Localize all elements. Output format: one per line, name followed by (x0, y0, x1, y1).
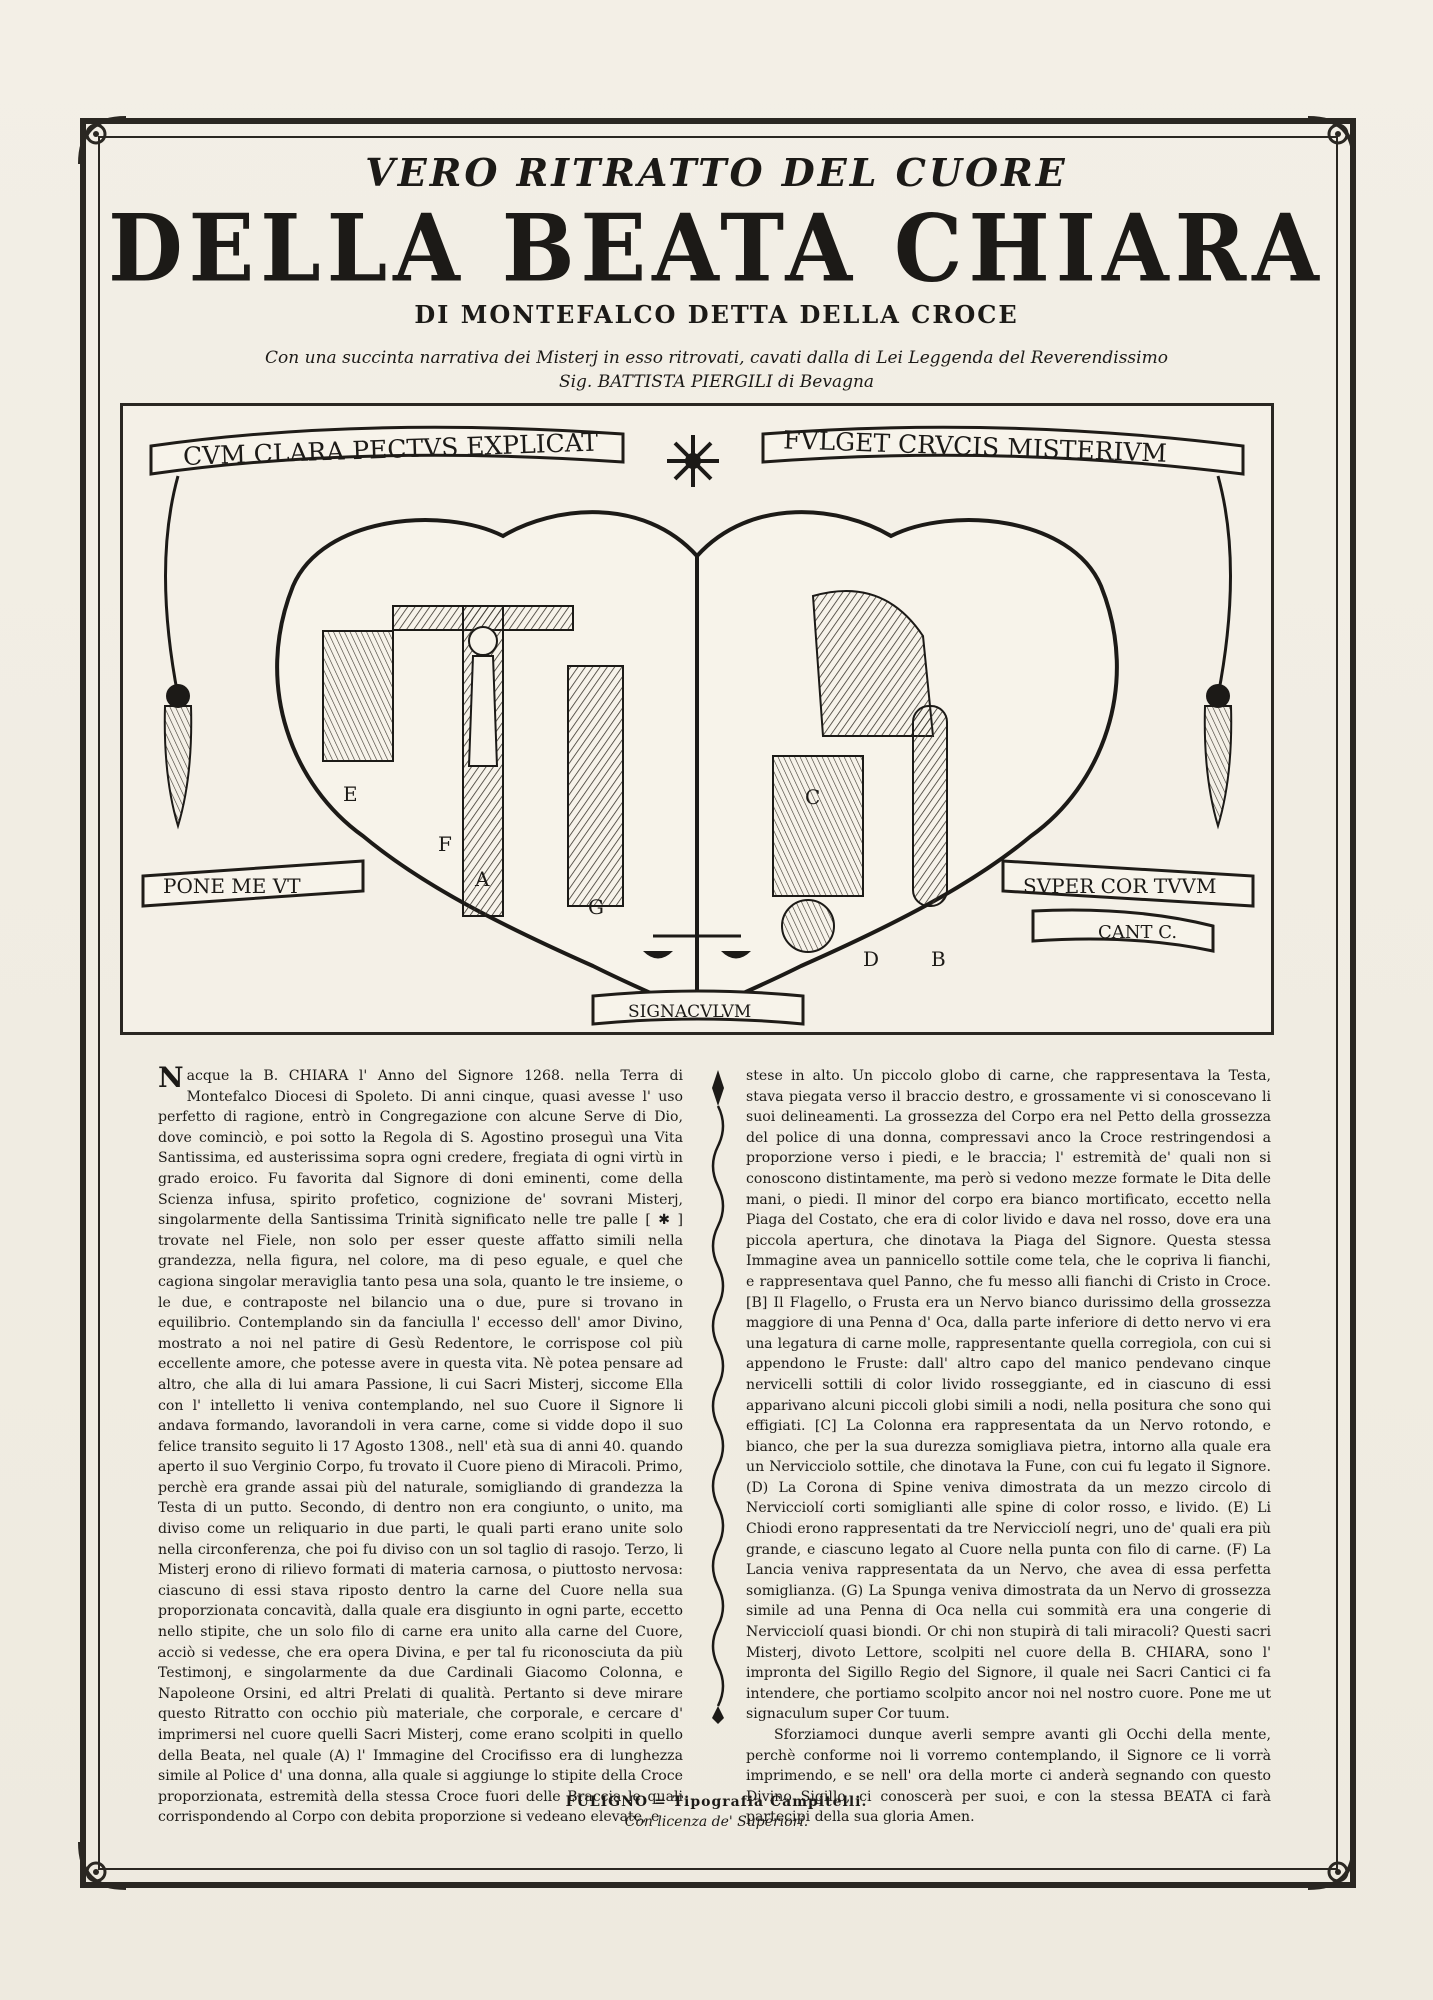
illustration-letter: E (343, 782, 358, 806)
lance-panel (568, 666, 623, 906)
banner-top-left-text: CVM CLARA PECTVS EXPLICAT (182, 427, 599, 471)
column-panel (773, 756, 863, 896)
nails-panel (323, 631, 393, 761)
subtitle-line-1: Con una succinta narrativa dei Misterj in esso ritrovati, cavati dalla di Lei Leggenda del Reverendissimo (265, 348, 1168, 368)
imprint (0, 1792, 1433, 1832)
heart-engraving (123, 406, 1271, 1032)
main-title: DELLA BEATA CHIARA (108, 193, 1325, 304)
text-column-right (746, 1066, 1271, 1828)
illustration-letter: A (475, 867, 490, 891)
title-line-1: VERO RITRATTO DEL CUORE (365, 150, 1068, 195)
corner-ornament-icon (74, 1836, 132, 1894)
paragraph-left-text: acque la B. CHIARA l' Anno del Signore 1268. nella Terra di Montefalco Diocesi di Spoleto. Di anni cinque, quasi avesse l' uso perfetto di ragione, entrò in Congregazione con alcune Serve di Dio, dove cominciò, e poi sotto la Regola di S. Agostino proseguì una Vita Santissima, ed austerissima sopra ogni credere, fregiata di ogni virtù in grado eroico. Fu favorita dal Signore di doni eminenti, come della Scienza infusa, spirito profetico, cognizione de' sovrani Misterj, singolarmente della Santissima Trinità significato nelle tre palle [ ✱ ] trovate nel Fiele, non solo per esser queste affatto simili nella grandezza, nella figura, nel colore, ma di peso eguale, e quel che cagiona singolar meraviglia tanto pesa una sola, quanto le tre insieme, o le due, e contraposte nel bilancio una o due, pure si trovano in equilibrio. Contemplando sin da fanciulla l' eccesso dell' amor Divino, mostrato a noi nel patire di Gesù Redentore, le corrispose col più eccellente amore, che potesse avere in questa vita. Nè potea pensare ad altro, che alla di lui amara Passione, li cui Sacri Misterj, siccome Ella con l' intelletto li veniva contemplando, nel suo Cuore il Signore li andava formando, lavorandoli in vera carne, come si vidde dopo il suo felice transito seguito li 17 Agosto 1308., nell' età sua di anni 40. quando aperto il suo Verginio Corpo, fu trovato il Cuore pieno di Miracoli. Primo, perchè era grande assai più del naturale, somigliando di grandezza la Testa di un putto. Secondo, di dentro non era congiunto, o unito, ma diviso come un reliquario in due parti, le quali parti erano unite solo nella circonferenza, che poi fu diviso con un sol taglio di rasojo. Terzo, li Misterj erono di rilievo formati di materia carnosa, o piuttosto nervosa: ciascuno di essi stava riposto dentro la carne del Cuore nella sua proporzionata concavità, dalla quale era disgiunto in ogni parte, eccetto nello stipite, che un solo filo di carne era unito alla carne del Cuore, acciò si vedesse, che era opera Divina, e per tal fu riconosciuta da più Testimonj, e singolarmente da due Cardinali Giacomo Colonna, e Napoleone Orsini, ed altri Prelati di qualità. Pertanto si deve mirare questo Ritratto con occhio più materiale, che corporale, e cercare d' imprimersi nel cuore quelli Sacri Misterj, come erano scolpiti in quello della Beata, nel quale (A) l' Immagine del Crocifisso era di lunghezza simile al Police d' una donna, alla quale si aggiunge lo stipite della Croce proporzionata, estremità della stessa Croce fuori delle Braccia le quali corrispondendo al Corpo con debita proporzione si vedeano elevate, e (158, 1068, 683, 1826)
illustration-letter: B (931, 947, 946, 971)
subtitle (200, 346, 1233, 394)
banner-bottom-text: SIGNACVLVM (628, 1002, 752, 1022)
drop-cap: N (158, 1061, 184, 1094)
flower-ornament-icon (667, 435, 719, 487)
subtitle-line-2: Sig. BATTISTA PIERGILI di Bevagna (558, 372, 875, 392)
title-line-3: DI MONTEFALCO DETTA DELLA CROCE (414, 300, 1019, 329)
text-column-left (158, 1061, 683, 1828)
banner-mid-right-text: SVPER COR TVVM (1023, 874, 1217, 898)
corner-ornament-icon (1302, 1836, 1360, 1894)
printer-line: FULIGNO = Tipografia Campitelli. (565, 1794, 868, 1810)
tassel-right-icon (1205, 476, 1231, 826)
banner-mid-left-text: PONE ME VT (163, 874, 301, 898)
heart-woodcut-illustration (120, 403, 1274, 1035)
illustration-letter: D (863, 947, 880, 971)
paragraph-right-closing: Sforziamoci dunque averli sempre avanti gli Occhi della mente, perchè conforme noi li vorremo contemplando, il Signore ce li vorrà imprimendo, e se nell' ora della morte ci anderà segnando con questo Divino Sigillo, ci conoscerà per suoi, e con la stessa BEATA ci farà partecipi della sua gloria Amen. (746, 1727, 1271, 1826)
banner-cant-text: CANT C. (1098, 922, 1178, 943)
crown-of-thorns-icon (782, 900, 834, 952)
paragraph-left (158, 1061, 683, 1828)
illustration-letter: F (438, 832, 452, 856)
illustration-letter: G (588, 895, 604, 919)
column-divider-ornament-icon (706, 1066, 730, 1724)
paragraph-right: stese in alto. Un piccolo globo di carne, che rappresentava la Testa, stava piegata verso il braccio destro, e grossamente vi si conoscevano li suoi delineamenti. La grossezza del Corpo era nel Petto della grossezza del police di una donna, compressavi anco la Croce restringendosi a proporzione verso i piedi, e le braccia; l' estremità de' quali non si conoscono distintamente, ma però si vedono mezze formate le Dita delle mani, o piedi. Il minor del corpo era bianco mortificato, eccetto nella Piaga del Costato, che era di color livido e dava nel rosso, dove era una piccola apertura, che dinotava la Piaga del Signore. Questa stessa Immagine avea un pannicello sottile come tela, che le copriva li fianchi, e rappresentava quel Panno, che fu messo alli fianchi di Cristo in Croce. [B] Il Flagello, o Frusta era un Nervo bianco durissimo della grossezza maggiore di una Penna d' Oca, dalla parte inferiore di detto nervo vi era una legatura di carne molle, rappresentante quella corregiola, con cui si appendono le Fruste: dall' altro capo del manico pendevano cinque nervicelli sottili di color livido rosseggiante, ed in ciascuno di essi apparivano alcuni piccoli globi simili a nodi, nella positura che sono qui effigiati. [C] La Colonna era rappresentata da un Nervo rotondo, e bianco, che per la sua durezza somigliava pietra, intorno alla quale era un Nervicciolo sottile, che dinotava la Fune, con cui fu legato il Signore. (D) La Corona di Spine veniva dimostrata da un mezzo circolo di Nervicciolí corti somiglianti alle spine di color rosso, e livido. (E) Li Chiodi erono rappresentati da tre Nervicciolí negri, uno de' quali era più grande, e ciascuno legato al Cuore nella punta con filo di carne. (F) La Lancia veniva rappresentata da un Nervo, che avea di essa perfetta somiglianza. (G) La Spunga veniva dimostrata da un Nervo di grossezza simile ad una Penna di Oca nella cui sommità era una congerie di Nervicciolí quasi biondi. Or chi non stupirà di tali miracoli? Questi sacri Misterj, divoto Lettore, scolpiti nel cuore della B. CHIARA, sono l' impronta del Sigillo Regio del Signore, il quale nei Sacri Cantici ci fa intendere, che portiamo scolpito ancor noi nel nostro cuore. Pone me ut signaculum super Cor tuum. (746, 1068, 1271, 1723)
tassel-left-icon (165, 476, 191, 826)
illustration-letter: C (805, 785, 821, 809)
license-line: Con licenza de' Superiori. (624, 1814, 809, 1830)
whip-handle-panel (913, 706, 947, 906)
banner-top-right-text: FVLGET CRVCIS MISTERIVM (782, 425, 1168, 468)
